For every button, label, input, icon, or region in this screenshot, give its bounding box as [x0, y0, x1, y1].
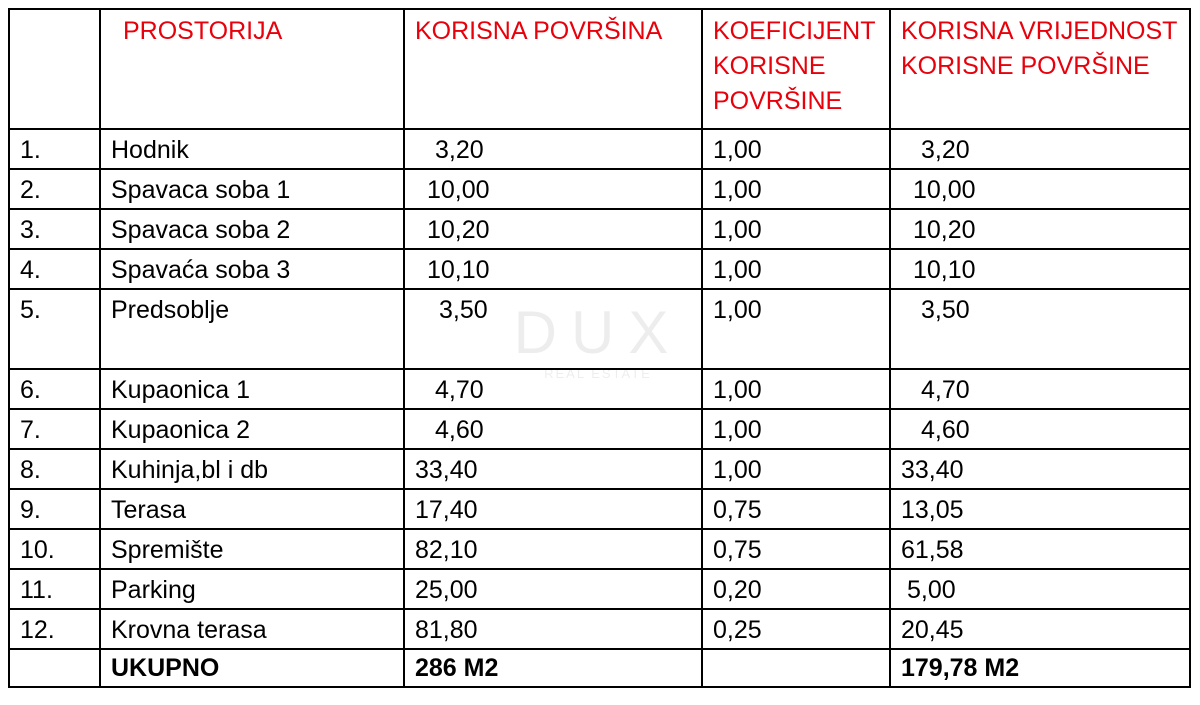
row-coef: 1,00 — [702, 369, 890, 409]
header-koeficijent: KOEFICIJENT KORISNE POVRŠINE — [702, 9, 890, 129]
row-room: Hodnik — [100, 129, 404, 169]
row-room: Terasa — [100, 489, 404, 529]
watermark-tagline: REAL ESTATE — [544, 366, 652, 381]
row-value: 13,05 — [890, 489, 1190, 529]
total-number-cell — [9, 649, 100, 687]
row-coef: 1,00 — [702, 169, 890, 209]
table-row — [9, 609, 1190, 649]
row-room: Kupaonica 1 — [100, 369, 404, 409]
table-row — [9, 209, 1190, 249]
total-area: 286 M2 — [404, 649, 702, 687]
row-area: 81,80 — [404, 609, 702, 649]
header-number-cell — [9, 9, 100, 129]
row-room: Spavaca soba 1 — [100, 169, 404, 209]
header-korisna-vrijednost: KORISNA VRIJEDNOST KORISNE POVRŠINE — [890, 9, 1190, 129]
row-coef: 1,00 — [702, 449, 890, 489]
row-area: 10,10 — [404, 249, 702, 289]
table-row — [9, 529, 1190, 569]
dux-watermark-logo — [498, 300, 698, 381]
row-value: 4,60 — [890, 409, 1190, 449]
row-area: 10,20 — [404, 209, 702, 249]
row-area: 33,40 — [404, 449, 702, 489]
row-number: 7. — [9, 409, 100, 449]
row-area: 4,60 — [404, 409, 702, 449]
row-value: 20,45 — [890, 609, 1190, 649]
row-coef: 1,00 — [702, 129, 890, 169]
header-prostorija: PROSTORIJA — [100, 9, 404, 129]
row-value: 61,58 — [890, 529, 1190, 569]
row-value: 4,70 — [890, 369, 1190, 409]
row-coef: 1,00 — [702, 409, 890, 449]
row-value: 3,20 — [890, 129, 1190, 169]
table-row — [9, 169, 1190, 209]
row-number: 12. — [9, 609, 100, 649]
row-number: 1. — [9, 129, 100, 169]
row-room: Spavaca soba 2 — [100, 209, 404, 249]
table-row — [9, 409, 1190, 449]
header-korisna-povrsina: KORISNA POVRŠINA — [404, 9, 702, 129]
table-row — [9, 129, 1190, 169]
table-row — [9, 569, 1190, 609]
total-label: UKUPNO — [100, 649, 404, 687]
row-coef: 1,00 — [702, 249, 890, 289]
row-value: 10,10 — [890, 249, 1190, 289]
row-number: 3. — [9, 209, 100, 249]
row-room: Kupaonica 2 — [100, 409, 404, 449]
row-room: Spavaća soba 3 — [100, 249, 404, 289]
row-number: 4. — [9, 249, 100, 289]
total-value: 179,78 M2 — [890, 649, 1190, 687]
total-coef-cell — [702, 649, 890, 687]
row-area: 17,40 — [404, 489, 702, 529]
row-coef: 0,75 — [702, 529, 890, 569]
row-coef: 0,20 — [702, 569, 890, 609]
row-area: 82,10 — [404, 529, 702, 569]
row-coef: 0,75 — [702, 489, 890, 529]
row-value: 5,00 — [890, 569, 1190, 609]
row-coef: 1,00 — [702, 289, 890, 369]
row-coef: 0,25 — [702, 609, 890, 649]
table-row — [9, 449, 1190, 489]
row-room: Parking — [100, 569, 404, 609]
table-total-row — [9, 649, 1190, 687]
row-coef: 1,00 — [702, 209, 890, 249]
watermark-brand: DUX — [513, 299, 683, 366]
table-header-row — [9, 9, 1190, 129]
row-area: 3,50 — [404, 289, 702, 369]
row-number: 8. — [9, 449, 100, 489]
row-area: 4,70 — [404, 369, 702, 409]
row-room: Krovna terasa — [100, 609, 404, 649]
row-number: 6. — [9, 369, 100, 409]
row-value: 10,20 — [890, 209, 1190, 249]
row-area: 3,20 — [404, 129, 702, 169]
row-area: 25,00 — [404, 569, 702, 609]
row-number: 11. — [9, 569, 100, 609]
row-value: 3,50 — [890, 289, 1190, 369]
row-number: 10. — [9, 529, 100, 569]
row-number: 5. — [9, 289, 100, 369]
table-row — [9, 489, 1190, 529]
row-room: Kuhinja,bl i db — [100, 449, 404, 489]
row-room: Spremište — [100, 529, 404, 569]
table-row — [9, 249, 1190, 289]
row-area: 10,00 — [404, 169, 702, 209]
row-value: 33,40 — [890, 449, 1190, 489]
row-room: Predsoblje — [100, 289, 404, 369]
row-number: 9. — [9, 489, 100, 529]
row-number: 2. — [9, 169, 100, 209]
row-value: 10,00 — [890, 169, 1190, 209]
